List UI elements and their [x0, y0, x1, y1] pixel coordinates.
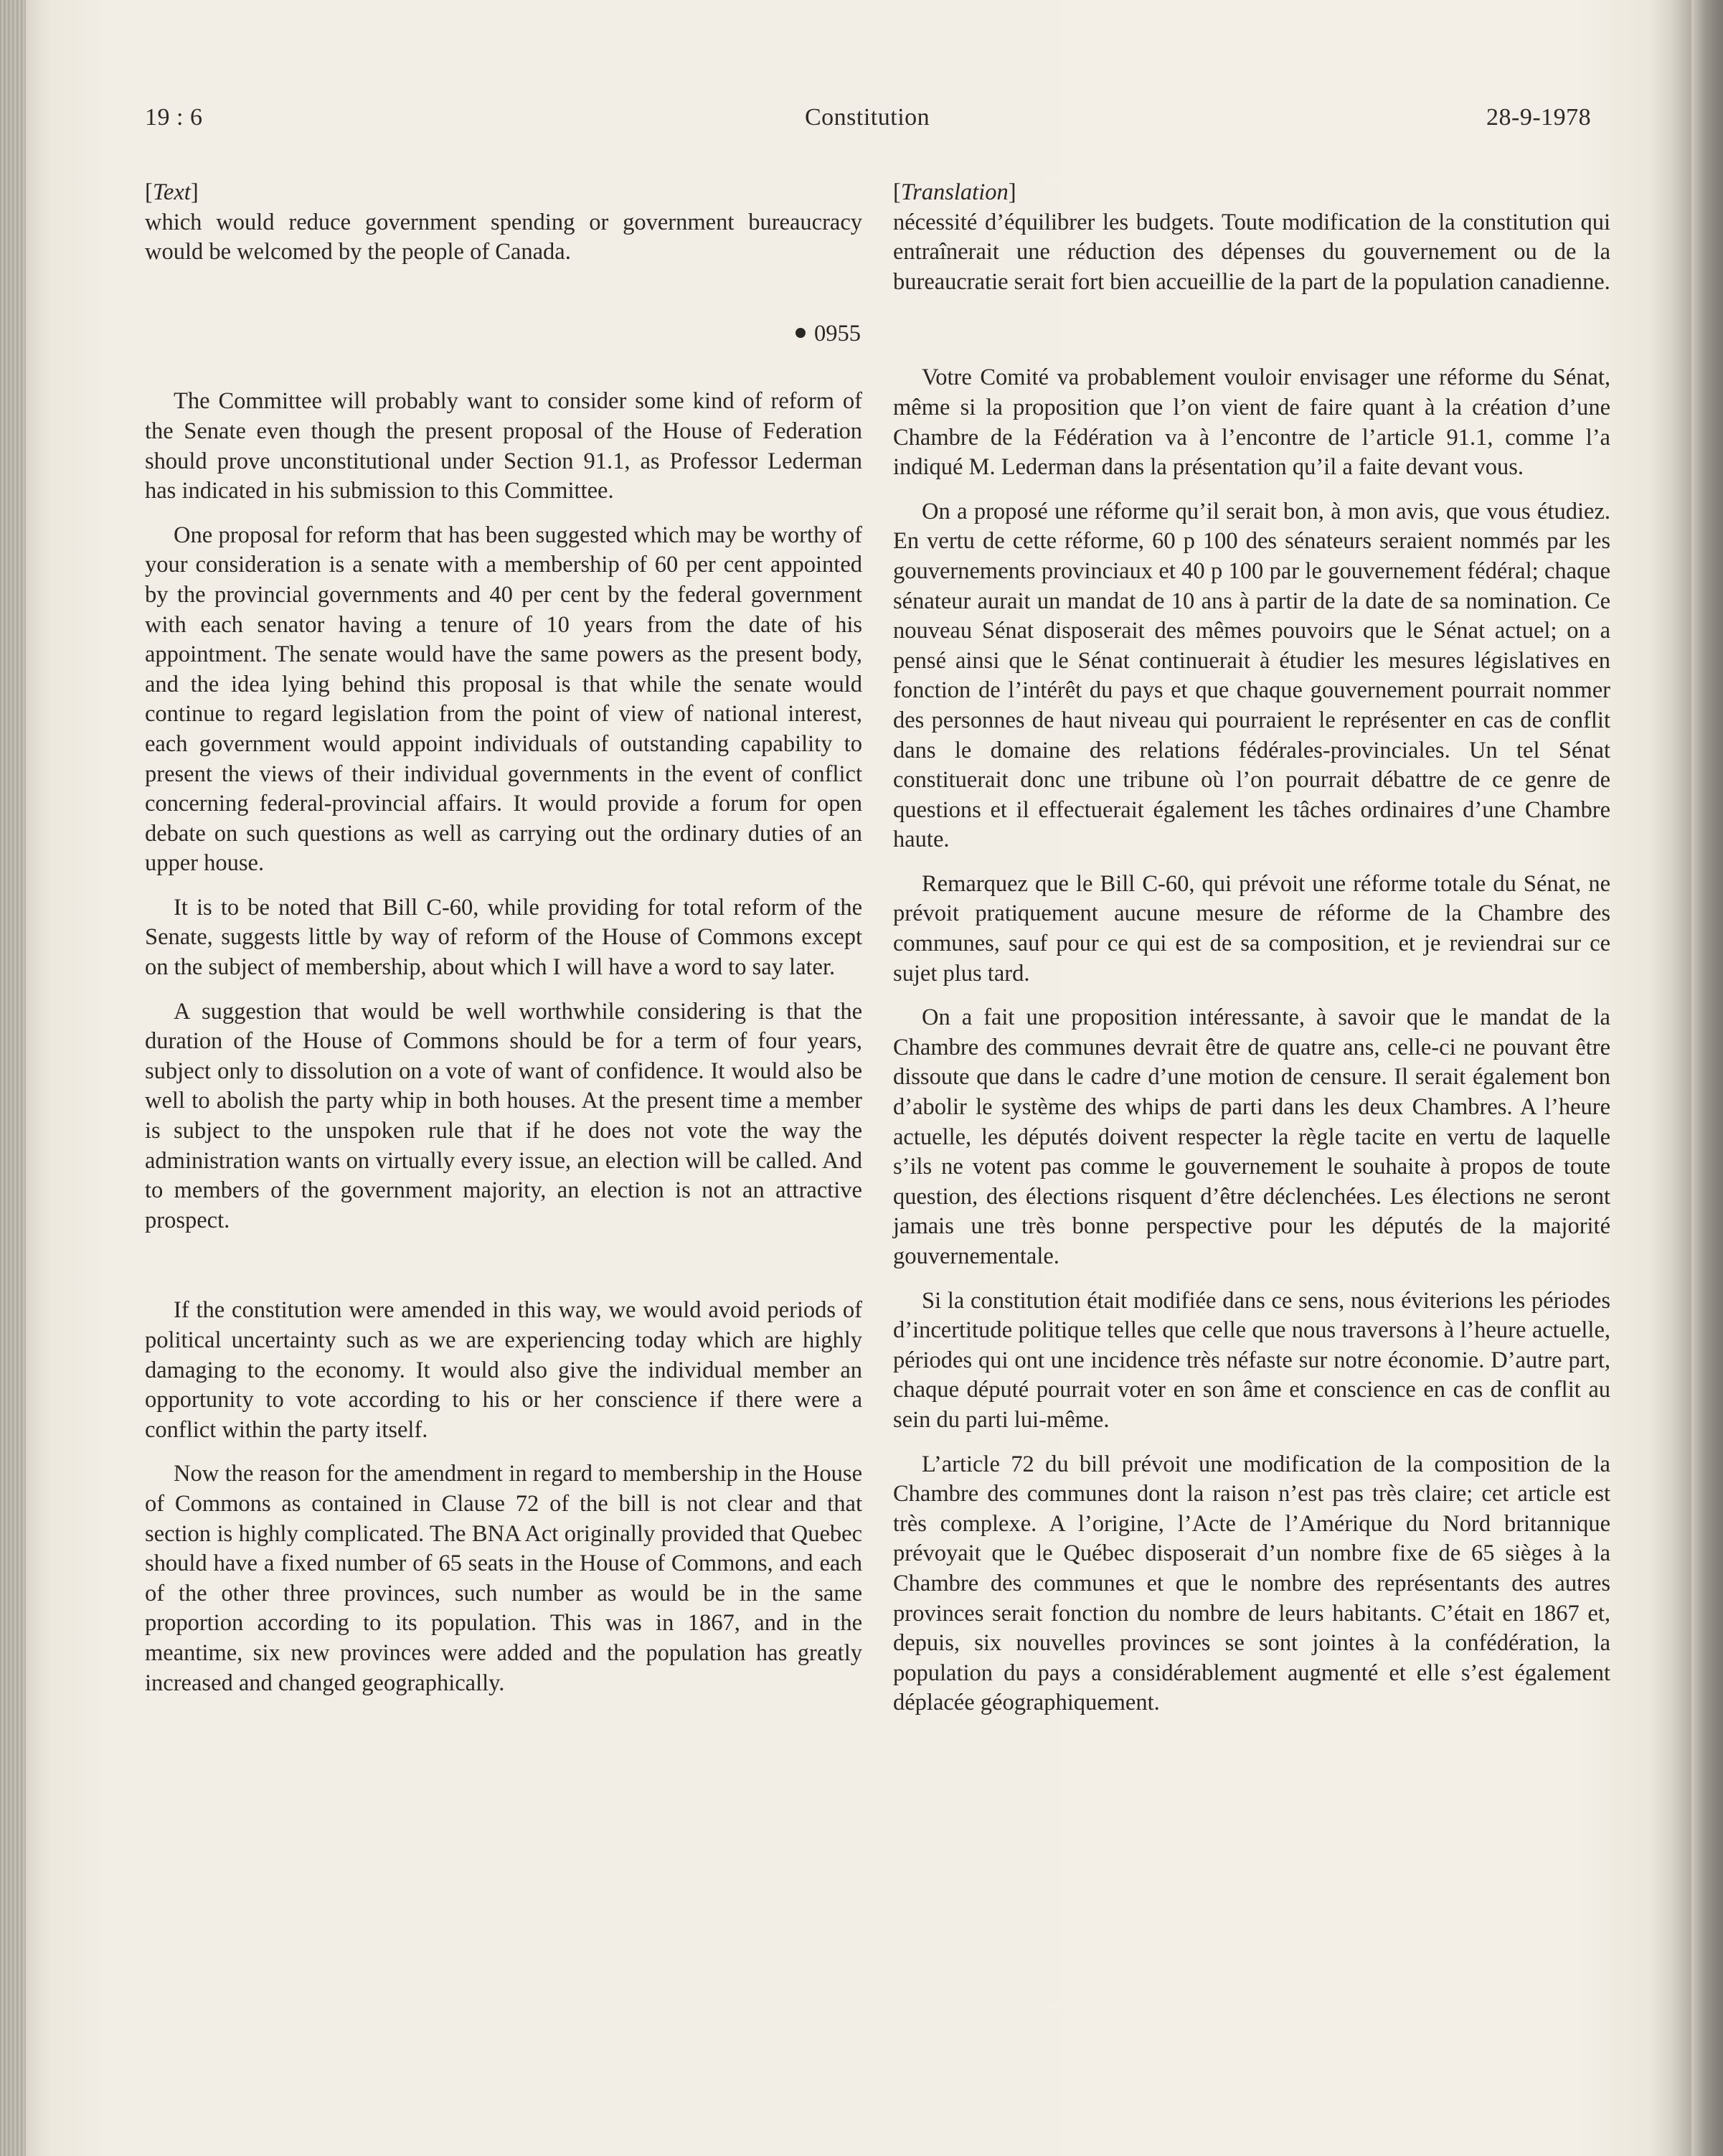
text-label: [Text]	[145, 179, 199, 205]
running-title: Constitution	[805, 104, 930, 131]
page-edge-right	[1691, 0, 1723, 2156]
paragraph: Remarquez que le Bill C-60, qui prévoit une réforme totale du Sénat, ne prévoit pratiquement aucune mesure de réforme de la Chambre des communes, sauf pour ce qui est de sa composition, et je reviendrai sur ce sujet plus tard.	[893, 870, 1610, 987]
page-edge-left	[0, 0, 26, 2156]
english-column	[145, 178, 862, 1698]
paragraph: If the constitution were amended in this way, we would avoid periods of political uncertainty such as we are experiencing today which are highly damaging to the economy. It would also give the individual member an opportunity to vote according to his or her conscience if there were a conflict within the party itself.	[145, 1297, 862, 1443]
paragraph: Si la constitution était modifiée dans ce sens, nous éviterions les périodes d’incertitude politique telles que celle que nous traversons à l’heure actuelle, périodes qui ont une incidence très néfaste sur notre économie. D’autre part, chaque député pourrait voter en son âme et conscience en cas de conflit au sein du parti lui-même.	[893, 1287, 1610, 1433]
paragraph: Now the reason for the amendment in regard to membership in the House of Commons as contained in Clause 72 of the bill is not clear and that section is highly complicated. The BNA Act originally provided that Quebec should have a fixed number of 65 seats in the House of Commons, and each of the other three provinces, such number as would be in the same proportion according to its population. This was in 1867, and in the meantime, six new provinces were added and the population has greatly increased and changed geographically.	[145, 1461, 862, 1696]
paragraph: Votre Comité va probablement vouloir envisager une réforme du Sénat, même si la proposition que l’on vient de faire quant à la création d’une Chambre de la Fédération va à l’encontre de l’article 91.1, comme l’a indiqué M. Lederman dans la présentation qu’il a faite devant vous.	[893, 364, 1610, 481]
paragraph: It is to be noted that Bill C-60, while providing for total reform of the Senate, suggests little by way of reform of the House of Commons except on the subject of membership, about which I will have a word to say later.	[145, 894, 862, 981]
paragraph: nécessité d’équilibrer les budgets. Toute modification de la constitution qui entraînerait une réduction des dépenses du gouvernement ou de la bureaucratie serait fort bien accueillie de la part de la population canadienne.	[893, 209, 1610, 295]
issue-date: 28-9-1978	[1486, 104, 1592, 131]
paragraph: On a fait une proposition intéressante, à savoir que le mandat de la Chambre des communes devrait être de quatre ans, celle-ci ne pouvant être dissoute que dans le cadre d’une motion de censure. Il serait également bon d’abolir le système des whips de parti dans les deux Chambres. A l’heure actuelle, les députés doivent respecter la règle tacite en vertu de laquelle s’ils ne votent pas comme le gouvernement le souhaite à propos de toute question, des élections risquent d’être déclenchées. Les élections ne seront jamais une très bonne perspective pour les députés de la majorité gouvernementale.	[893, 1004, 1610, 1269]
paragraph: The Committee will probably want to consider some kind of reform of the Senate even though the present proposal of the House of Federation should prove unconstitutional under Section 91.1, as Professor Lederman has indicated in his submission to this Committee.	[145, 388, 862, 504]
bullet-icon	[796, 328, 806, 338]
french-column	[893, 178, 1610, 1718]
translation-label: [Translation]	[893, 179, 1016, 205]
paragraph: One proposal for reform that has been suggested which may be worthy of your consideration is a senate with a membership of 60 per cent appointed by the provincial governments and 40 per cent by the federal government with each senator having a tenure of 10 years from the date of his appointment. The senate would have the same powers as the present body, and the idea lying behind this proposal is that while the senate would continue to regard legislation from the point of view of national interest, each government would appoint individuals of outstanding capability to present the views of their individual governments in the event of conflict concerning federal-provincial affairs. It would provide a forum for open debate on such questions as well as carrying out the ordinary duties of an upper house.	[145, 522, 862, 877]
paragraph: L’article 72 du bill prévoit une modification de la composition de la Chambre des communes dont la raison n’est pas très claire; cet article est très complexe. A l’origine, l’Acte de l’Amérique du Nord britannique prévoyait que le Québec disposerait d’un nombre fixe de 65 sièges à la Chambre des communes et que le nombre des représentants des autres provinces serait fonction du nombre de leurs habitants. C’était en 1867 et, depuis, six nouvelles provinces se sont jointes à la confédération, la population du pays a considérablement augmenté et elle s’est également déplacée géographiquement.	[893, 1451, 1610, 1716]
paragraph: which would reduce government spending or government bureaucracy would be welcomed by the people of Canada.	[145, 209, 862, 265]
page-number: 19 : 6	[145, 104, 203, 131]
time-marker: 0955	[145, 319, 862, 349]
paragraph: A suggestion that would be well worthwhile considering is that the duration of the House of Commons should be for a term of four years, subject only to dissolution on a vote of want of confidence. It would also be well to abolish the party whip in both houses. At the present time a member is subject to the unspoken rule that if he does not vote the way the administration wants on virtually every issue, an election will be called. And to members of the government majority, an election is not an attractive prospect.	[145, 998, 862, 1233]
paragraph: On a proposé une réforme qu’il serait bon, à mon avis, que vous étudiez. En vertu de cette réforme, 60 p 100 des sénateurs seraient nommés par les gouvernements provinciaux et 40 p 100 par le gouvernement fédéral; chaque sénateur aurait un mandat de 10 ans à partir de la date de sa nomination. Ce nouveau Sénat disposerait des mêmes pouvoirs que le Sénat actuel; on a pensé ainsi que le Sénat continuerait à étudier les mesures législatives en fonction de l’intérêt du pays et que chaque gouvernement pourrait nommer des personnes de haut niveau qui pourraient le représenter en cas de conflit dans le domaine des relations fédérales-provinciales. Un tel Sénat constituerait donc une tribune où l’on pourrait débattre de ce genre de questions et il effectuerait également les tâches ordinaires d’une Chambre haute.	[893, 498, 1610, 853]
